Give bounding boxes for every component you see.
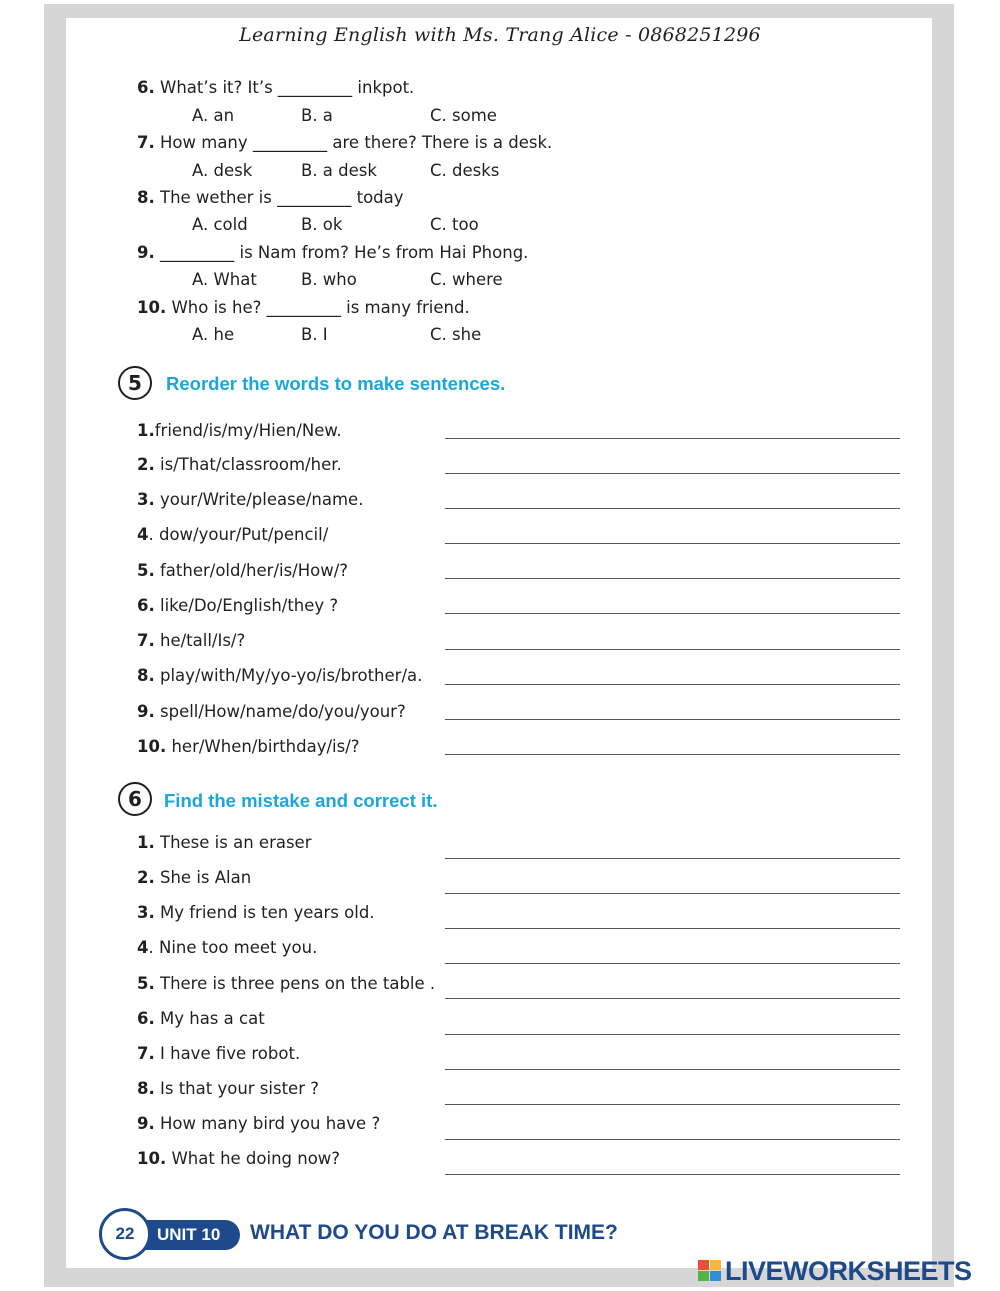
answer-line-5[interactable] [445,578,900,579]
answer-line-2[interactable] [445,473,900,474]
mcq-option-b[interactable]: B. I [301,325,328,344]
mistake-item-5: 5. There is three pens on the table . [137,974,436,993]
reorder-item-1: 1.friend/is/my/Hien/New. [137,421,342,440]
mcq-option-a[interactable]: A. cold [192,215,248,234]
section-6-number: 6 [118,782,152,816]
answer-line-4[interactable] [445,543,900,544]
reorder-item-4: 4. dow/your/Put/pencil/ [137,525,329,544]
mistake-item-8: 8. Is that your sister ? [137,1079,319,1098]
mcq-option-b[interactable]: B. a [301,106,333,125]
answer-line-1[interactable] [445,438,900,439]
correction-line-3[interactable] [445,928,900,929]
mistake-item-7: 7. I have five robot. [137,1044,301,1063]
unit-title: WHAT DO YOU DO AT BREAK TIME? [250,1221,618,1244]
mcq-question-9: 9. _________ is Nam from? He’s from Hai Phong. [137,243,529,262]
mistake-item-1: 1. These is an eraser [137,833,312,852]
answer-line-9[interactable] [445,719,900,720]
mistake-item-3: 3. My friend is ten years old. [137,903,375,922]
section-5-title: Reorder the words to make sentences. [166,373,506,394]
unit-label: UNIT 10 [145,1220,240,1250]
reorder-item-2: 2. is/That/classroom/her. [137,455,342,474]
reorder-item-5: 5. father/old/her/is/How/? [137,561,349,580]
mcq-question-7: 7. How many _________ are there? There is a desk. [137,133,553,152]
mcq-option-a[interactable]: A. desk [192,161,253,180]
answer-line-7[interactable] [445,649,900,650]
section-6-title: Find the mistake and correct it. [164,790,438,811]
reorder-item-9: 9. spell/How/name/do/you/your? [137,702,406,721]
mistake-item-10: 10. What he doing now? [137,1149,341,1168]
correction-line-9[interactable] [445,1139,900,1140]
answer-line-6[interactable] [445,613,900,614]
answer-line-3[interactable] [445,508,900,509]
mcq-question-6: 6. What’s it? It’s _________ inkpot. [137,78,415,97]
mcq-option-b[interactable]: B. ok [301,215,343,234]
mcq-option-c[interactable]: C. where [430,270,503,289]
liveworksheets-logo-icon [698,1260,722,1282]
mcq-question-10: 10. Who is he? _________ is many friend. [137,298,470,317]
mcq-option-a[interactable]: A. an [192,106,235,125]
correction-line-7[interactable] [445,1069,900,1070]
answer-line-10[interactable] [445,754,900,755]
correction-line-6[interactable] [445,1034,900,1035]
mcq-option-a[interactable]: A. What [192,270,257,289]
mistake-item-2: 2. She is Alan [137,868,252,887]
mcq-option-c[interactable]: C. she [430,325,482,344]
reorder-item-8: 8. play/with/My/yo-yo/is/brother/a. [137,666,423,685]
page-number: 22 [99,1208,151,1260]
mistake-item-9: 9. How many bird you have ? [137,1114,381,1133]
correction-line-1[interactable] [445,858,900,859]
liveworksheets-logo[interactable] [698,1256,998,1286]
reorder-item-10: 10. her/When/birthday/is/? [137,737,360,756]
correction-line-4[interactable] [445,963,900,964]
mcq-question-8: 8. The wether is _________ today [137,188,404,207]
section-5-number: 5 [118,366,152,400]
mcq-option-b[interactable]: B. a desk [301,161,377,180]
correction-line-2[interactable] [445,893,900,894]
reorder-item-3: 3. your/Write/please/name. [137,490,364,509]
mcq-option-c[interactable]: C. too [430,215,479,234]
liveworksheets-logo-text: LIVEWORKSHEETS [725,1256,972,1286]
reorder-item-6: 6. like/Do/English/they ? [137,596,339,615]
mcq-option-c[interactable]: C. desks [430,161,500,180]
correction-line-5[interactable] [445,998,900,999]
answer-line-8[interactable] [445,684,900,685]
mistake-item-6: 6. My has a cat [137,1009,265,1028]
mistake-item-4: 4. Nine too meet you. [137,938,318,957]
reorder-item-7: 7. he/tall/Is/? [137,631,246,650]
mcq-option-c[interactable]: C. some [430,106,497,125]
correction-line-8[interactable] [445,1104,900,1105]
mcq-option-b[interactable]: B. who [301,270,357,289]
mcq-option-a[interactable]: A. he [192,325,235,344]
page-header: Learning English with Ms. Trang Alice - 0868251296 [239,24,761,46]
correction-line-10[interactable] [445,1174,900,1175]
